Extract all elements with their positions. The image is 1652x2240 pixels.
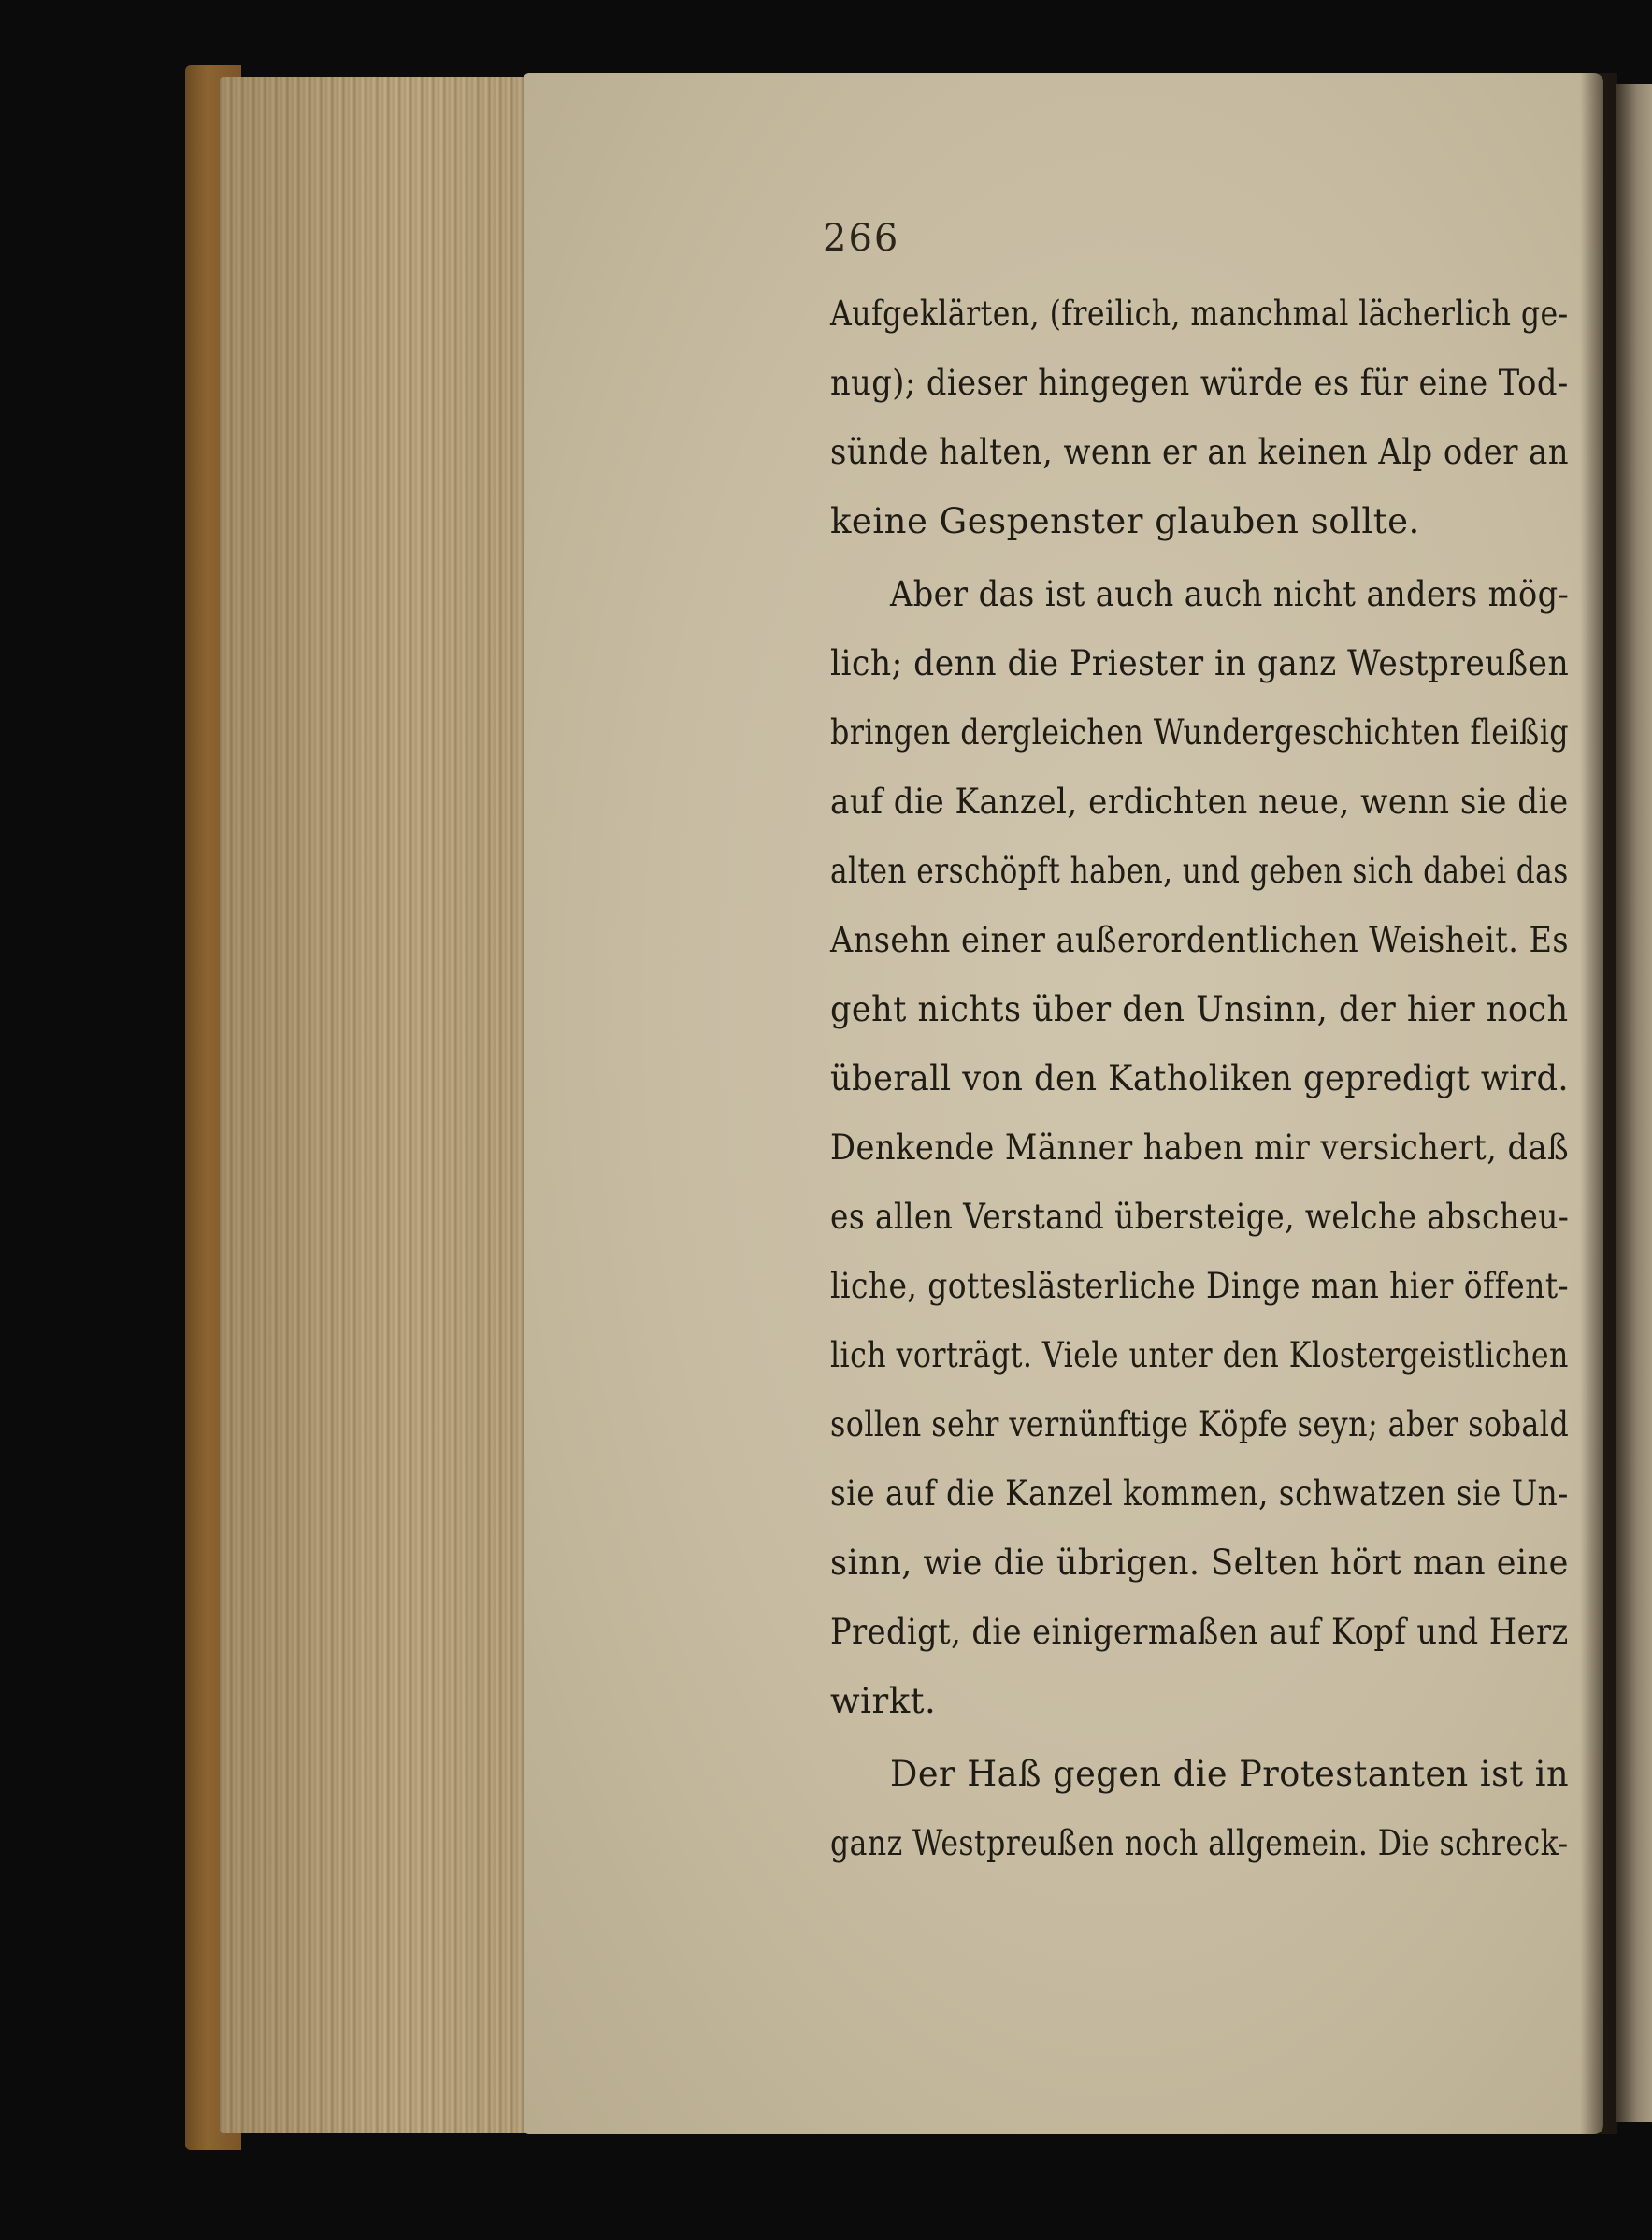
text-line: Predigt, die einigermaßen auf Kopf und Herz: [830, 1612, 1569, 1652]
text-line: alten erschöpft haben, und geben sich dabei das: [830, 851, 1569, 891]
text-line: überall von den Katholiken gepredigt wird.: [830, 1058, 1570, 1098]
text-line: lich; denn die Priester in ganz Westpreußen: [830, 643, 1570, 683]
text-line: sie auf die Kanzel kommen, schwatzen sie Un-: [830, 1473, 1569, 1514]
text-line: geht nichts über den Unsinn, der hier noch: [830, 989, 1569, 1029]
text-line: sinn, wie die übrigen. Selten hört man eine: [830, 1543, 1569, 1583]
text-line: wirkt.: [830, 1681, 937, 1721]
text-line: sünde halten, wenn er an keinen Alp oder an: [830, 432, 1569, 472]
text-line: nug); dieser hingegen würde es für eine Tod-: [830, 363, 1569, 403]
text-line: ganz Westpreußen noch allgemein. Die schreck-: [830, 1823, 1569, 1863]
text-line: es allen Verstand übersteige, welche abscheu-: [830, 1197, 1570, 1237]
text-line: sollen sehr vernünftige Köpfe seyn; aber sobald: [830, 1404, 1570, 1444]
text-line: liche, gotteslästerliche Dinge man hier öffent-: [830, 1266, 1570, 1306]
text-line: keine Gespenster glauben sollte.: [830, 501, 1420, 541]
text-line: Aufgeklärten, (freilich, manchmal lächerlich ge-: [830, 294, 1569, 334]
text-line: Denkende Männer haben mir versichert, daß: [830, 1127, 1570, 1168]
text-line: auf die Kanzel, erdichten neue, wenn sie die: [830, 782, 1569, 822]
page-number: 266: [823, 217, 900, 260]
page-block-edge: [220, 77, 542, 2133]
text-line: bringen dergleichen Wundergeschichten fleißig: [830, 712, 1570, 753]
spine-gutter-shadow: [1580, 73, 1617, 2134]
facing-page-edge: [1616, 84, 1652, 2122]
text-line: Ansehn einer außerordentlichen Weisheit. Es: [830, 920, 1570, 960]
paragraph-start-line: Aber das ist auch auch nicht anders mög-: [890, 574, 1570, 614]
paragraph-start-line: Der Haß gegen die Protestanten ist in: [890, 1754, 1570, 1794]
text-line: lich vorträgt. Viele unter den Klostergeistlichen: [830, 1335, 1569, 1375]
